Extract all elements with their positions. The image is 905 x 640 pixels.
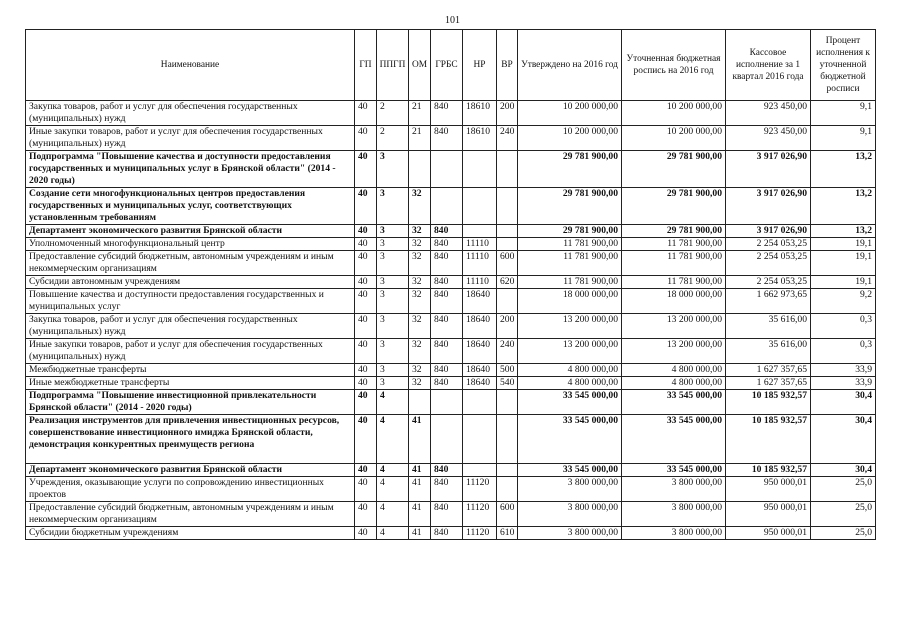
cell-om [409,151,431,188]
table-row [26,364,876,377]
cell-grbs: 840 [431,527,463,540]
cell-name: Департамент экономического развития Брянской области [26,464,355,477]
cell-name: Создание сети многофункциональных центров предоставления государственных и муниципальных услуг, соответствующих установленным требованиям [26,188,355,225]
cell-approved: 4 800 000,00 [518,377,622,390]
table-row [26,527,876,540]
cell-approved: 29 781 900,00 [518,151,622,188]
cell-om: 21 [409,101,431,126]
cell-gp: 40 [355,101,377,126]
cell-refined: 33 545 000,00 [622,464,726,477]
cell-vr: 200 [497,314,518,339]
table-row [26,377,876,390]
cell-ppgp: 3 [377,314,409,339]
cell-percent: 0,3 [811,314,876,339]
cell-ppgp: 3 [377,225,409,238]
cell-vr: 240 [497,339,518,364]
cell-ppgp: 4 [377,390,409,415]
cell-name: Реализация инструментов для привлечения инвестиционных ресурсов, совершенствование инвестиционного имиджа Брянской области, демонстрация конкурентных преимуществ региона [26,415,355,464]
table-row [26,188,876,225]
cell-np: 18640 [463,289,497,314]
cell-cash: 950 000,01 [726,527,811,540]
col-header-om: ОМ [409,30,431,101]
cell-np [463,464,497,477]
cell-np: 11110 [463,251,497,276]
cell-grbs: 840 [431,276,463,289]
cell-om: 32 [409,251,431,276]
cell-cash: 35 616,00 [726,314,811,339]
cell-gp: 40 [355,188,377,225]
cell-vr: 540 [497,377,518,390]
cell-approved: 29 781 900,00 [518,188,622,225]
cell-approved: 3 800 000,00 [518,502,622,527]
cell-ppgp: 4 [377,502,409,527]
cell-refined: 29 781 900,00 [622,188,726,225]
cell-percent: 19,1 [811,276,876,289]
cell-approved: 33 545 000,00 [518,390,622,415]
cell-percent: 9,1 [811,126,876,151]
cell-grbs: 840 [431,289,463,314]
cell-np [463,188,497,225]
cell-approved: 11 781 900,00 [518,251,622,276]
cell-cash: 1 662 973,65 [726,289,811,314]
cell-gp: 40 [355,251,377,276]
cell-vr [497,289,518,314]
cell-np [463,415,497,464]
cell-np: 18640 [463,339,497,364]
cell-vr: 240 [497,126,518,151]
cell-name: Субсидии автономным учреждениям [26,276,355,289]
cell-grbs: 840 [431,502,463,527]
cell-cash: 10 185 932,57 [726,415,811,464]
cell-percent: 30,4 [811,390,876,415]
cell-approved: 10 200 000,00 [518,101,622,126]
cell-vr [497,151,518,188]
cell-refined: 29 781 900,00 [622,225,726,238]
cell-np: 11110 [463,276,497,289]
cell-name: Иные закупки товаров, работ и услуг для обеспечения государственных (муниципальных) нужд [26,126,355,151]
cell-ppgp: 2 [377,126,409,151]
cell-refined: 13 200 000,00 [622,314,726,339]
cell-percent: 9,2 [811,289,876,314]
cell-om: 32 [409,377,431,390]
table-row [26,225,876,238]
cell-cash: 3 917 026,90 [726,225,811,238]
cell-grbs: 840 [431,377,463,390]
cell-refined: 3 800 000,00 [622,527,726,540]
cell-cash: 950 000,01 [726,502,811,527]
cell-gp: 40 [355,390,377,415]
cell-om: 32 [409,276,431,289]
cell-approved: 3 800 000,00 [518,477,622,502]
cell-grbs [431,151,463,188]
cell-refined: 33 545 000,00 [622,415,726,464]
cell-cash: 2 254 053,25 [726,251,811,276]
cell-grbs: 840 [431,225,463,238]
cell-om: 41 [409,502,431,527]
table-header-row [26,30,876,101]
cell-gp: 40 [355,415,377,464]
table-row [26,126,876,151]
cell-grbs: 840 [431,238,463,251]
cell-approved: 10 200 000,00 [518,126,622,151]
cell-name: Иные межбюджетные трансферты [26,377,355,390]
cell-grbs: 840 [431,364,463,377]
cell-percent: 13,2 [811,151,876,188]
table-row [26,251,876,276]
cell-vr: 620 [497,276,518,289]
cell-name: Предоставление субсидий бюджетным, автономным учреждениям и иным некоммерческим организациям [26,251,355,276]
cell-percent: 25,0 [811,502,876,527]
cell-vr: 500 [497,364,518,377]
cell-percent: 25,0 [811,527,876,540]
col-header-percent: Процент исполнения к уточненной бюджетной росписи [811,30,876,101]
cell-refined: 11 781 900,00 [622,276,726,289]
col-header-name: Наименование [26,30,355,101]
cell-name: Межбюджетные трансферты [26,364,355,377]
table-row [26,276,876,289]
cell-cash: 3 917 026,90 [726,151,811,188]
cell-percent: 13,2 [811,225,876,238]
cell-om [409,390,431,415]
col-header-np: НР [463,30,497,101]
cell-gp: 40 [355,527,377,540]
cell-percent: 25,0 [811,477,876,502]
cell-np [463,390,497,415]
table-row [26,101,876,126]
cell-ppgp: 4 [377,527,409,540]
cell-ppgp: 4 [377,464,409,477]
cell-gp: 40 [355,151,377,188]
cell-approved: 18 000 000,00 [518,289,622,314]
cell-om: 32 [409,364,431,377]
cell-om: 32 [409,188,431,225]
cell-np: 18610 [463,101,497,126]
cell-percent: 30,4 [811,464,876,477]
cell-refined: 10 200 000,00 [622,126,726,151]
cell-om: 32 [409,314,431,339]
cell-cash: 10 185 932,57 [726,390,811,415]
cell-np: 18640 [463,314,497,339]
cell-gp: 40 [355,377,377,390]
cell-om: 41 [409,415,431,464]
table-row [26,289,876,314]
table-row [26,415,876,464]
cell-om: 41 [409,527,431,540]
cell-refined: 11 781 900,00 [622,251,726,276]
cell-refined: 3 800 000,00 [622,502,726,527]
cell-grbs: 840 [431,477,463,502]
cell-ppgp: 3 [377,339,409,364]
cell-ppgp: 3 [377,364,409,377]
cell-refined: 33 545 000,00 [622,390,726,415]
cell-np: 18640 [463,377,497,390]
cell-cash: 1 627 357,65 [726,377,811,390]
col-header-gp: ГП [355,30,377,101]
cell-vr: 600 [497,251,518,276]
cell-name: Уполномоченный многофункциональный центр [26,238,355,251]
table-row [26,339,876,364]
cell-grbs [431,188,463,225]
cell-vr: 600 [497,502,518,527]
cell-refined: 4 800 000,00 [622,364,726,377]
cell-gp: 40 [355,238,377,251]
cell-cash: 3 917 026,90 [726,188,811,225]
cell-vr [497,464,518,477]
col-header-cash: Кассовое исполнение за 1 квартал 2016 года [726,30,811,101]
cell-np: 11120 [463,527,497,540]
cell-gp: 40 [355,339,377,364]
cell-percent: 13,2 [811,188,876,225]
cell-gp: 40 [355,126,377,151]
cell-np: 11120 [463,477,497,502]
cell-ppgp: 3 [377,377,409,390]
cell-np: 11120 [463,502,497,527]
cell-gp: 40 [355,225,377,238]
cell-cash: 950 000,01 [726,477,811,502]
cell-vr [497,390,518,415]
page-number: 101 [445,15,460,26]
cell-refined: 10 200 000,00 [622,101,726,126]
col-header-approved: Утверждено на 2016 год [518,30,622,101]
table-row [26,502,876,527]
cell-gp: 40 [355,364,377,377]
cell-approved: 33 545 000,00 [518,464,622,477]
cell-name: Закупка товаров, работ и услуг для обеспечения государственных (муниципальных) нужд [26,101,355,126]
cell-percent: 0,3 [811,339,876,364]
cell-gp: 40 [355,314,377,339]
cell-ppgp: 3 [377,238,409,251]
cell-ppgp: 4 [377,415,409,464]
cell-cash: 1 627 357,65 [726,364,811,377]
cell-ppgp: 4 [377,477,409,502]
table-row [26,314,876,339]
col-header-refined: Уточненная бюджетная роспись на 2016 год [622,30,726,101]
cell-approved: 13 200 000,00 [518,314,622,339]
cell-gp: 40 [355,276,377,289]
cell-name: Подпрограмма "Повышение качества и доступности предоставления государственных и муниципальных услуг в Брянской области" (2014 - 2020 годы) [26,151,355,188]
cell-gp: 40 [355,464,377,477]
cell-name: Подпрограмма "Повышение инвестиционной привлекательности Брянской области" (2014 - 2020 годы) [26,390,355,415]
cell-refined: 13 200 000,00 [622,339,726,364]
cell-percent: 30,4 [811,415,876,464]
cell-approved: 11 781 900,00 [518,276,622,289]
cell-cash: 2 254 053,25 [726,276,811,289]
cell-name: Закупка товаров, работ и услуг для обеспечения государственных (муниципальных) нужд [26,314,355,339]
cell-om: 32 [409,289,431,314]
cell-ppgp: 3 [377,276,409,289]
cell-ppgp: 3 [377,289,409,314]
table-row [26,477,876,502]
cell-vr [497,238,518,251]
cell-grbs [431,415,463,464]
cell-om: 21 [409,126,431,151]
cell-ppgp: 3 [377,188,409,225]
cell-ppgp: 2 [377,101,409,126]
cell-refined: 18 000 000,00 [622,289,726,314]
cell-vr [497,477,518,502]
cell-np: 18610 [463,126,497,151]
cell-cash: 923 450,00 [726,101,811,126]
cell-ppgp: 3 [377,151,409,188]
cell-np [463,151,497,188]
cell-cash: 923 450,00 [726,126,811,151]
cell-grbs [431,390,463,415]
table-row [26,464,876,477]
cell-om: 41 [409,477,431,502]
cell-percent: 19,1 [811,251,876,276]
cell-refined: 3 800 000,00 [622,477,726,502]
cell-name: Учреждения, оказывающие услуги по сопровождению инвестиционных проектов [26,477,355,502]
cell-approved: 29 781 900,00 [518,225,622,238]
table-row [26,390,876,415]
cell-vr: 200 [497,101,518,126]
table-body [26,101,876,540]
cell-np [463,225,497,238]
cell-approved: 33 545 000,00 [518,415,622,464]
cell-grbs: 840 [431,101,463,126]
cell-cash: 35 616,00 [726,339,811,364]
cell-name: Департамент экономического развития Брянской области [26,225,355,238]
cell-name: Субсидии бюджетным учреждениям [26,527,355,540]
cell-om: 41 [409,464,431,477]
cell-grbs: 840 [431,126,463,151]
cell-np: 11110 [463,238,497,251]
cell-approved: 11 781 900,00 [518,238,622,251]
cell-approved: 3 800 000,00 [518,527,622,540]
cell-np: 18640 [463,364,497,377]
cell-refined: 29 781 900,00 [622,151,726,188]
cell-ppgp: 3 [377,251,409,276]
cell-percent: 33,9 [811,377,876,390]
cell-approved: 4 800 000,00 [518,364,622,377]
cell-om: 32 [409,225,431,238]
cell-om: 32 [409,339,431,364]
cell-vr: 610 [497,527,518,540]
cell-refined: 11 781 900,00 [622,238,726,251]
cell-name: Предоставление субсидий бюджетным, автономным учреждениям и иным некоммерческим организациям [26,502,355,527]
cell-grbs: 840 [431,339,463,364]
cell-vr [497,188,518,225]
cell-vr [497,225,518,238]
col-header-vr: ВР [497,30,518,101]
col-header-ppgp: ППГП [377,30,409,101]
table-row [26,151,876,188]
cell-name: Иные закупки товаров, работ и услуг для обеспечения государственных (муниципальных) нужд [26,339,355,364]
cell-cash: 2 254 053,25 [726,238,811,251]
cell-grbs: 840 [431,464,463,477]
col-header-grbs: ГРБС [431,30,463,101]
cell-percent: 19,1 [811,238,876,251]
cell-grbs: 840 [431,251,463,276]
cell-percent: 33,9 [811,364,876,377]
table-row [26,238,876,251]
cell-percent: 9,1 [811,101,876,126]
budget-table [25,29,876,540]
cell-grbs: 840 [431,314,463,339]
cell-refined: 4 800 000,00 [622,377,726,390]
cell-cash: 10 185 932,57 [726,464,811,477]
cell-approved: 13 200 000,00 [518,339,622,364]
cell-vr [497,415,518,464]
cell-gp: 40 [355,502,377,527]
cell-om: 32 [409,238,431,251]
cell-gp: 40 [355,477,377,502]
cell-name: Повышение качества и доступности предоставления государственных и муниципальных услуг [26,289,355,314]
cell-gp: 40 [355,289,377,314]
